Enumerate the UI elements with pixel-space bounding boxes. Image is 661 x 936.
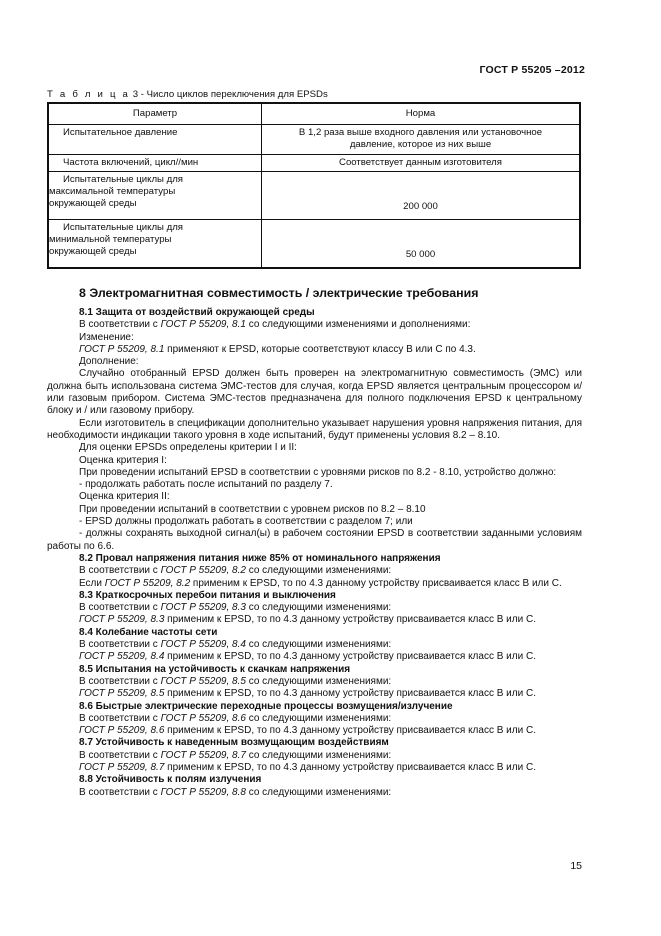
- paragraph: В соответствии с ГОСТ Р 55209, 8.5 со следующими изменениями:: [79, 675, 392, 687]
- switching-cycles-table: [47, 102, 581, 269]
- paragraph: Оценка критерия I:: [79, 454, 167, 466]
- subsection-title-8-6: 8.6 Быстрые электрические переходные процессы возмущения/излучение: [79, 700, 453, 712]
- standard-reference: ГОСТ Р 55209, 8.6: [160, 712, 246, 724]
- section-title: 8 Электромагнитная совместимость / электрические требования: [79, 286, 479, 300]
- standard-reference: ГОСТ Р 55209, 8.5: [160, 675, 246, 687]
- paragraph: В соответствии с ГОСТ Р 55209, 8.1 со следующими изменениями и дополнениями:: [79, 319, 471, 331]
- table-cell-norm: 50 000: [262, 220, 581, 268]
- paragraph: В соответствии с ГОСТ Р 55209, 8.3 со следующими изменениями:: [79, 602, 392, 614]
- standard-reference: ГОСТ Р 55209, 8.7: [79, 761, 165, 773]
- paragraph: ГОСТ Р 55209, 8.7 применим к EPSD, то по 4.3 данному устройству присваивается класс B или C.: [79, 761, 536, 773]
- standard-reference: ГОСТ Р 55209, 8.7: [160, 749, 246, 761]
- paragraph: В соответствии с ГОСТ Р 55209, 8.4 со следующими изменениями:: [79, 639, 392, 651]
- standard-reference: ГОСТ Р 55209, 8.3: [79, 614, 165, 626]
- column-header-parameter: Параметр: [48, 103, 262, 125]
- standard-reference: ГОСТ Р 55209, 8.2: [160, 565, 246, 577]
- list-item: - EPSD должны продолжать работать в соответствии с разделом 7; или: [79, 516, 413, 528]
- paragraph: ГОСТ Р 55209, 8.4 применим к EPSD, то по 4.3 данному устройству присваивается класс B или C.: [79, 651, 536, 663]
- paragraph: В соответствии с ГОСТ Р 55209, 8.6 со следующими изменениями:: [79, 712, 392, 724]
- paragraph: Если ГОСТ Р 55209, 8.2 применим к EPSD, то по 4.3 данному устройству присваивается класс B или C.: [79, 577, 562, 589]
- standard-reference: ГОСТ Р 55209, 8.6: [79, 725, 165, 737]
- paragraph: При проведении испытаний EPSD в соответствии с уровнями рисков по 8.2 - 8.10, устройство должно:: [79, 466, 557, 478]
- standard-reference: ГОСТ Р 55209, 8.3: [160, 602, 246, 614]
- standard-reference: ГОСТ Р 55209, 8.1: [160, 319, 246, 331]
- paragraph: Оценка критерия II:: [79, 491, 170, 503]
- standard-reference: ГОСТ Р 55209, 8.2: [104, 577, 191, 589]
- section-body: [47, 307, 582, 799]
- table-caption: [47, 89, 328, 100]
- subsection-title-8-3: 8.3 Краткосрочных перебои питания и выключения: [79, 589, 336, 601]
- paragraph: ГОСТ Р 55209, 8.3 применим к EPSD, то по 4.3 данному устройству присваивается класс B или C.: [79, 614, 536, 626]
- subsection-title-8-7: 8.7 Устойчивость к наведенным возмущающим воздействиям: [79, 737, 389, 749]
- table-row: [48, 172, 580, 220]
- list-item: - продолжать работать после испытаний по разделу 7.: [79, 479, 333, 491]
- table-cell-parameter: Частота включений, цикл//мин: [48, 155, 262, 172]
- standard-reference: ГОСТ Р 55209, 8.1: [79, 343, 165, 355]
- paragraph: Дополнение:: [79, 356, 139, 368]
- table-header-row: [48, 103, 580, 125]
- table-caption-prefix: Т а б л и ц а: [47, 89, 131, 100]
- table-cell-norm: 200 000: [262, 172, 581, 220]
- page-number: 15: [570, 860, 582, 872]
- standard-reference: ГОСТ Р 55209, 8.4: [160, 639, 246, 651]
- paragraph: ГОСТ Р 55209, 8.1 применяют к EPSD, которые соответствуют классу B или C по 4.3.: [79, 343, 476, 355]
- paragraph: При проведении испытаний в соответствии с уровнем рисков по 8.2 – 8.10: [79, 503, 426, 515]
- subsection-title-8-4: 8.4 Колебание частоты сети: [79, 626, 218, 638]
- document-code: ГОСТ Р 55205 –2012: [479, 64, 585, 76]
- table-cell-norm: В 1,2 раза выше входного давления или установочное давление, которое из них выше: [262, 125, 581, 155]
- table-cell-parameter: Испытательные циклы для максимальной температуры окружающей среды: [48, 172, 262, 220]
- subsection-title-8-8: 8.8 Устойчивость к полям излучения: [79, 774, 262, 786]
- paragraph: ГОСТ Р 55209, 8.5 применим к EPSD, то по 4.3 данному устройству присваивается класс B или C.: [79, 688, 536, 700]
- list-item: - должны сохранять выходной сигнал(ы) в рабочем состоянии EPSD в соответствии заданными условиям работы по 6.6.: [47, 528, 582, 552]
- subsection-title-8-2: 8.2 Провал напряжения питания ниже 85% от номинального напряжения: [79, 552, 441, 564]
- table-row: [48, 125, 580, 155]
- table-row: [48, 155, 580, 172]
- subsection-title-8-5: 8.5 Испытания на устойчивость к скачкам напряжения: [79, 663, 351, 675]
- column-header-norm: Норма: [262, 103, 581, 125]
- paragraph: ГОСТ Р 55209, 8.6 применим к EPSD, то по 4.3 данному устройству присваивается класс B или C.: [79, 725, 536, 737]
- table-caption-text: 3 - Число циклов переключения для EPSDs: [130, 89, 328, 100]
- table-cell-norm: Соответствует данным изготовителя: [262, 155, 581, 172]
- table-cell-parameter: Испытательные циклы для минимальной температуры окружающей среды: [48, 220, 262, 268]
- standard-reference: ГОСТ Р 55209, 8.5: [79, 688, 165, 700]
- paragraph: Изменение:: [79, 331, 134, 343]
- standard-reference: ГОСТ Р 55209, 8.4: [79, 651, 165, 663]
- paragraph: В соответствии с ГОСТ Р 55209, 8.2 со следующими изменениями:: [79, 565, 392, 577]
- standard-reference: ГОСТ Р 55209, 8.8: [160, 786, 246, 798]
- paragraph: Случайно отобранный EPSD должен быть проверен на электромагнитную совместимость (ЭМС) или должна быть использована система ЭМС-тестов для случая, когда EPSD является центральным процессором и/или газовым прибором. Система ЭМС-тестов предназначена для полного подключения EPSD к центральному блоку и / или газовому прибору.: [47, 368, 582, 417]
- subsection-title-8-1: 8.1 Защита от воздействий окружающей среды: [79, 307, 315, 318]
- paragraph: В соответствии с ГОСТ Р 55209, 8.7 со следующими изменениями:: [79, 749, 392, 761]
- table-cell-parameter: Испытательное давление: [48, 125, 262, 155]
- table-row: [48, 220, 580, 268]
- paragraph: В соответствии с ГОСТ Р 55209, 8.8 со следующими изменениями:: [79, 786, 392, 798]
- paragraph: Для оценки EPSDs определены критерии I и II:: [79, 442, 297, 454]
- paragraph: Если изготовитель в спецификации дополнительно указывает нарушения уровня напряжения питания, для необходимости индикации такого уровня в ходе испытаний, будут применены условия 8.2 – 8.10.: [47, 417, 582, 441]
